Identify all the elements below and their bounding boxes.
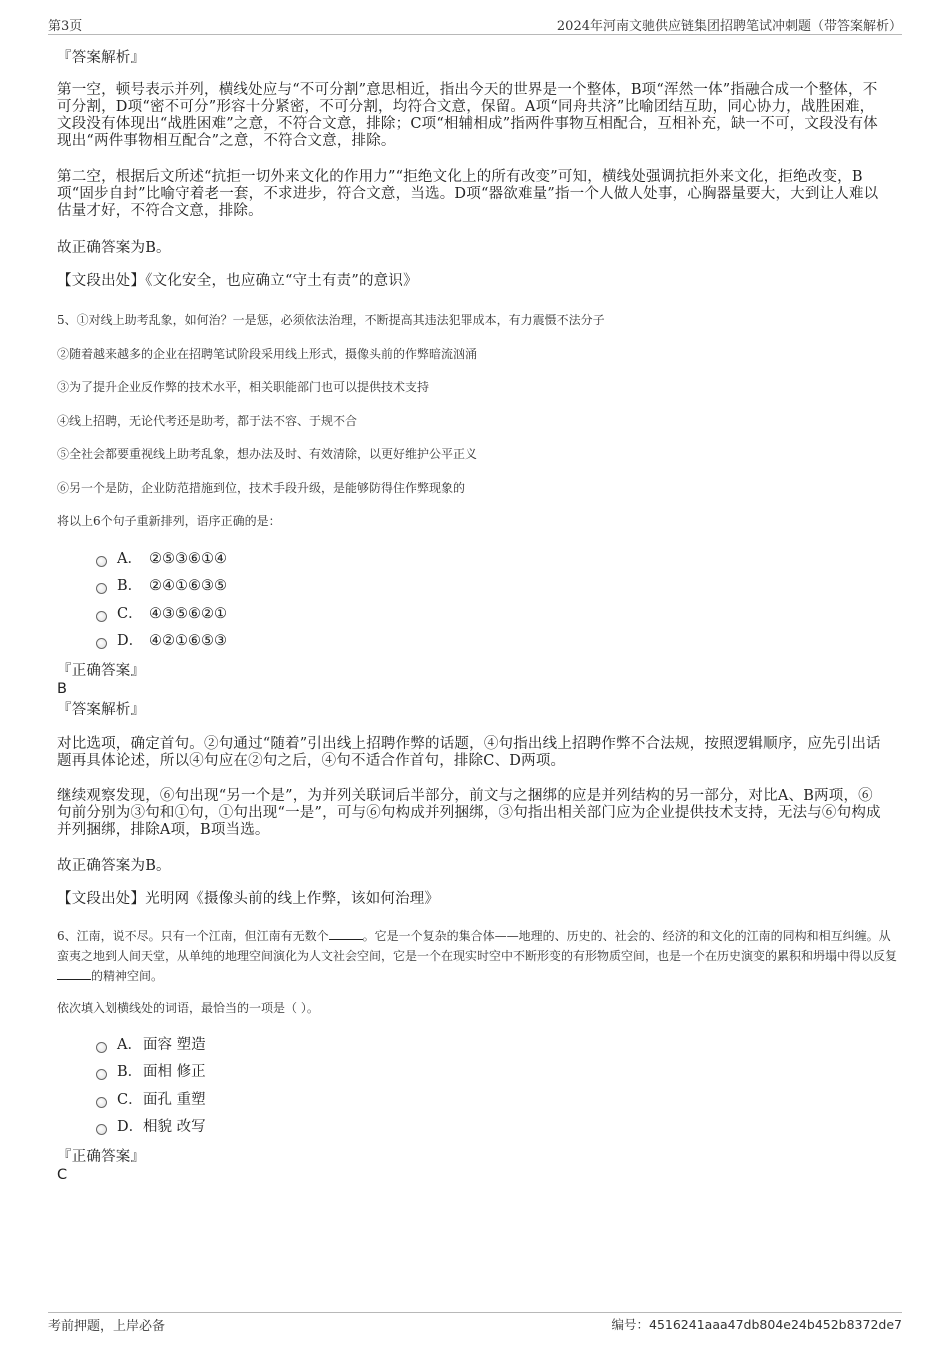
q6-stem: 6、江南，说不尽。只有一个江南，但江南有无数个 。它是一个复杂的集合体——地理的、历史的、社会的、经济的和文化的江南的同构和相互纠缠。从蛮夷之地到人间天堂，从单纯的地理空间演化为人文社会空间，它是一个在现实时空中不断形变的有形物质空间，也是一个在历史演变的累积和坍塌中得以反复的精神空间。 — [57, 929, 898, 983]
q5-sentence-5: ⑤全社会都要重视线上助考乱象，想办法及时、有效清除，以更好维护公平正义 — [57, 447, 478, 461]
radio-icon[interactable] — [96, 1097, 107, 1108]
radio-icon[interactable] — [96, 1069, 107, 1080]
q5-sentence-2: ②随着越来越多的企业在招聘笔试阶段采用线上形式，摄像头前的作弊暗流汹涌 — [57, 347, 478, 361]
radio-icon[interactable] — [96, 1124, 107, 1135]
radio-icon[interactable] — [96, 638, 107, 649]
document-title: 2024年河南文驰供应链集团招聘笔试冲刺题（带答案解析） — [556, 19, 902, 34]
q6-option-c[interactable]: C． 面孔 重塑 — [96, 1090, 206, 1110]
document-code: 编号：4516241aaa47db804e24b452b8372de7 — [611, 1317, 902, 1332]
q5-sentence-1: 5、①对线上助考乱象，如何治？一是惩，必须依法治理，不断提高其违法犯罪成本，有力震慑不法分子 — [57, 313, 605, 327]
q6-option-d[interactable]: D． 相貌 改写 — [96, 1117, 206, 1137]
blank-2 — [57, 967, 91, 980]
q4-conclusion: 故正确答案为B。 — [57, 240, 171, 256]
page-number: 第3页 — [48, 19, 83, 34]
q5-answer: B — [57, 681, 68, 697]
radio-icon[interactable] — [96, 583, 107, 594]
page-header — [48, 14, 902, 35]
radio-icon[interactable] — [96, 556, 107, 567]
q5-analysis-label: 『答案解析』 — [57, 702, 146, 718]
q5-sentence-6: ⑥另一个是防，企业防范措施到位，技术手段升级，是能够防得住作弊现象的 — [57, 481, 466, 495]
q5-analysis-p2: 继续观察发现，⑥句出现“另一个是”，为并列关联词后半部分，前文与之捆绑的应是并列结构的另一部分，对比A、B两项，⑥句前分别为③句和①句，①句出现“一是”，可与⑥句构成并列捆绑，③句指出相关部门应为企业提供技术支持，无法与⑥句构成并列捆绑，排除A项，B项当选。 — [57, 788, 881, 838]
q5-source: 【文段出处】光明网《摄像头前的线上作弊，该如何治理》 — [57, 891, 440, 907]
q6-option-b[interactable]: B． 面相 修正 — [96, 1062, 206, 1082]
q6-prompt: 依次填入划横线处的词语，最恰当的一项是（ ）。 — [57, 1001, 319, 1015]
q6-answer-label: 『正确答案』 — [57, 1149, 146, 1165]
q5-sentence-4: ④线上招聘，无论代考还是助考，都于法不容、于规不合 — [57, 414, 358, 428]
q5-option-d[interactable]: D． ④②①⑥⑤③ — [96, 631, 227, 651]
q5-option-b[interactable]: B． ②④①⑥③⑤ — [96, 576, 227, 596]
q5-option-c[interactable]: C． ④③⑤⑥②① — [96, 604, 227, 624]
radio-icon[interactable] — [96, 611, 107, 622]
q6-answer: C — [57, 1167, 68, 1183]
q4-analysis-p2: 第二空，根据后文所述“抗拒一切外来文化的作用力”“拒绝文化上的所有改变”可知，横线处强调抗拒外来文化，拒绝改变，B项“固步自封”比喻守着老一套，不求进步，符合文意，当选。D项“器欲难量”指一个人做人处事，心胸器量要大，大到让人难以估量才好，不符合文意，排除。 — [57, 169, 879, 219]
q4-source: 【文段出处】《文化安全，也应确立“守土有责”的意识》 — [57, 273, 418, 289]
footer-slogan: 考前押题，上岸必备 — [48, 1319, 166, 1334]
q4-analysis-label: 『答案解析』 — [57, 50, 146, 66]
q5-analysis-p1: 对比选项，确定首句。②句通过“随着”引出线上招聘作弊的话题，④句指出线上招聘作弊不合法规，按照逻辑顺序，应先引出话题再具体论述，所以④句应在②句之后，④句不适合作首句，排除C、D两项。 — [57, 736, 881, 769]
page-footer — [48, 1312, 902, 1333]
blank-1 — [329, 927, 363, 940]
radio-icon[interactable] — [96, 1042, 107, 1053]
q5-answer-label: 『正确答案』 — [57, 663, 146, 679]
q6-option-a[interactable]: A． 面容 塑造 — [96, 1035, 206, 1055]
q5-conclusion: 故正确答案为B。 — [57, 858, 171, 874]
q4-analysis-p1: 第一空，顿号表示并列，横线处应与“不可分割”意思相近，指出今天的世界是一个整体，B项“浑然一体”指融合成一个整体，不可分割，D项“密不可分”形容十分紧密，不可分割，均符合文意，保留。A项“同舟共济”比喻团结互助，同心协力，战胜困难，文段没有体现出“战胜困难”之意，不符合文意，排除；C项“相辅相成”指两件事物互相配合，互相补充，缺一不可，文段没有体现出“两件事物相互配合”之意，不符合文意，排除。 — [57, 82, 878, 149]
q5-sentence-3: ③为了提升企业反作弊的技术水平，相关职能部门也可以提供技术支持 — [57, 380, 430, 394]
q5-option-a[interactable]: A． ②⑤③⑥①④ — [96, 549, 227, 569]
q5-prompt: 将以上6个句子重新排列，语序正确的是： — [57, 514, 281, 528]
